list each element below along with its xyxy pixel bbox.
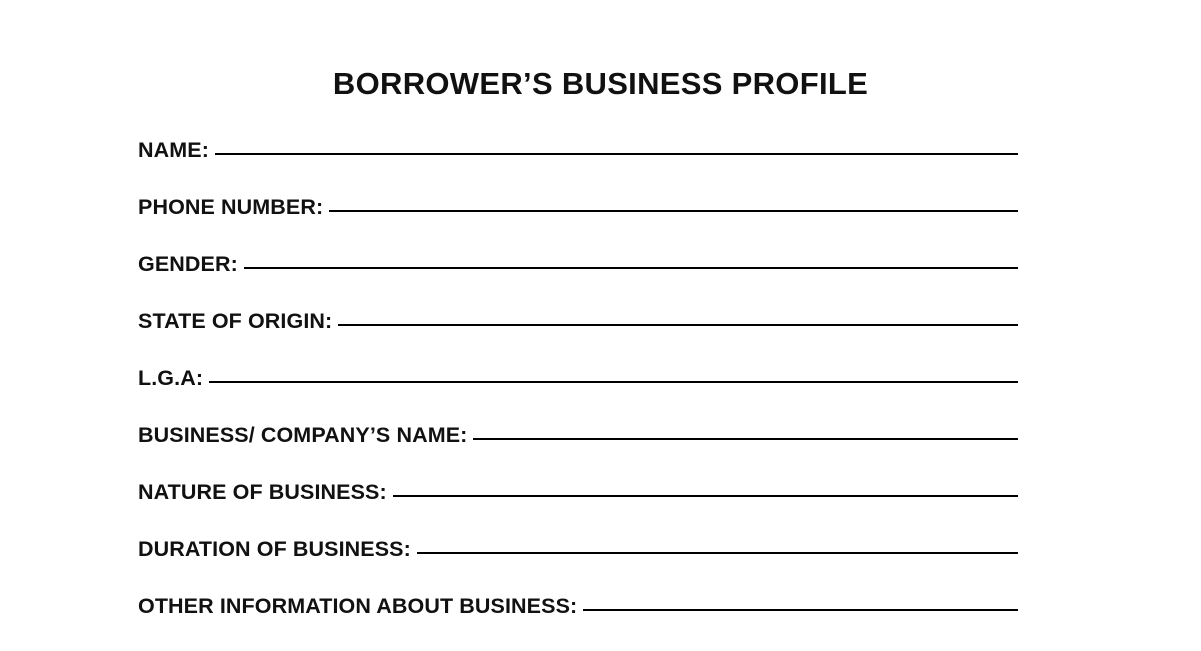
field-blank-line[interactable] (338, 323, 1018, 326)
page-title: BORROWER’S BUSINESS PROFILE (332, 66, 869, 101)
field-label: L.G.A: (138, 366, 204, 390)
field-blank-line[interactable] (393, 494, 1018, 497)
field-label: DURATION OF BUSINESS: (138, 537, 411, 561)
field-blank-line[interactable] (473, 437, 1018, 440)
form-field-nature-of-business (138, 480, 1018, 537)
field-label: NATURE OF BUSINESS: (138, 480, 387, 504)
field-label: BUSINESS/ COMPANY’S NAME: (138, 423, 468, 447)
field-blank-line[interactable] (583, 608, 1018, 611)
form-field-lga (138, 366, 1018, 423)
field-blank-line[interactable] (215, 152, 1018, 155)
field-label: PHONE NUMBER: (138, 195, 324, 219)
field-blank-line[interactable] (417, 551, 1018, 554)
form-field-duration-of-business (138, 537, 1018, 594)
field-blank-line[interactable] (244, 266, 1018, 269)
form-field-phone-number (138, 195, 1018, 252)
field-label: NAME: (138, 138, 209, 162)
field-label: GENDER: (138, 252, 238, 276)
form-fields-list (138, 138, 1018, 651)
form-field-state-of-origin (138, 309, 1018, 366)
field-label: STATE OF ORIGIN: (138, 309, 333, 333)
form-field-gender (138, 252, 1018, 309)
form-field-name (138, 138, 1018, 195)
form-field-other-information-about-business (138, 594, 1018, 651)
field-blank-line[interactable] (209, 380, 1018, 383)
field-blank-line[interactable] (329, 209, 1018, 212)
form-field-business-company-name (138, 423, 1018, 480)
field-label: OTHER INFORMATION ABOUT BUSINESS: (138, 594, 578, 618)
